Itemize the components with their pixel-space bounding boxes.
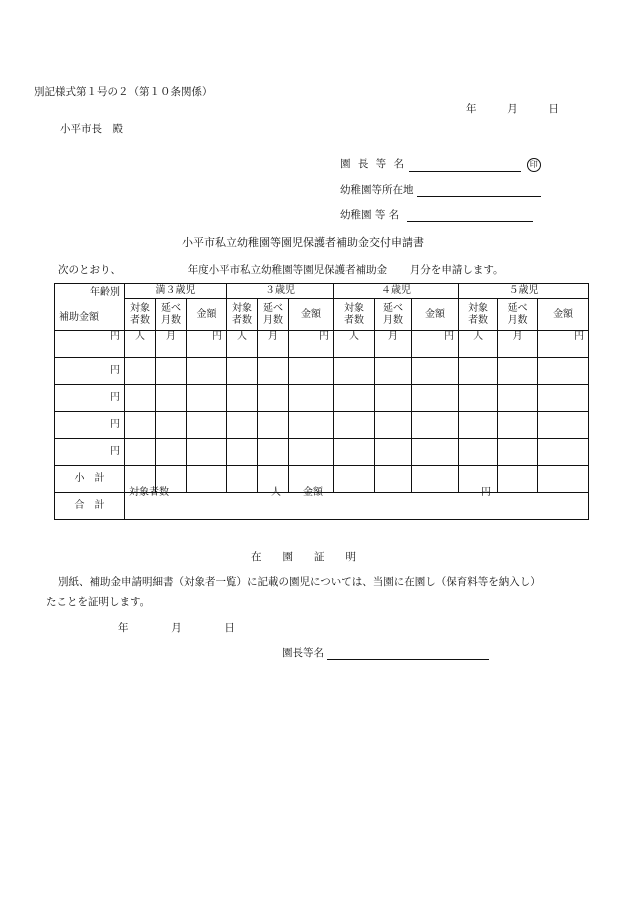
months-header: 延べ 月数 [156,299,187,331]
cert-date-year: 年 [118,622,129,634]
count-header: 対象 者数 [334,299,375,331]
date-day: 日 [548,103,559,115]
row-unit: 円 [55,331,125,358]
amount-header: 金額 [289,299,334,331]
age-group-header: ４歳児 [334,284,459,299]
total-person-unit: 人 [271,487,281,498]
signer-field[interactable] [327,648,489,660]
location-field[interactable] [417,185,541,197]
count-header: 対象 者数 [227,299,258,331]
certificate-body-line2: たことを証明します。 [46,596,151,608]
date-year: 年 [466,103,477,115]
row-unit: 円 [55,385,125,412]
total-count-label: 対象者数 [129,487,169,498]
person-unit[interactable]: 人 [125,331,156,358]
corner-cell [55,284,125,331]
person-unit[interactable]: 人 [227,331,258,358]
months-header: 延べ 月数 [258,299,289,331]
corner-top-label: 年齢別 [90,287,120,298]
subsidy-table [54,283,589,520]
table-row [55,439,589,466]
cert-date-day: 日 [224,622,235,634]
certificate-body-line1: 別紙、補助金申請明細書（対象者一覧）に記載の園児については、当園に在園し（保育料等を納入し） [58,576,541,588]
intro-part3: 月分を申請します。 [409,264,504,276]
head-name-line [340,156,541,172]
table-row [55,412,589,439]
table-row [55,358,589,385]
application-date [466,101,559,116]
kindergarten-name-label: 幼稚園 等 名 [340,209,400,221]
document-title: 小平市私立幼稚園等園児保護者補助金交付申請書 [182,236,424,249]
corner-bottom-label: 補助金額 [59,312,99,323]
head-name-label: 園 長 等 名 [340,158,407,170]
row-unit: 円 [55,358,125,385]
month-unit[interactable]: 月 [258,331,289,358]
certificate-date [118,620,235,635]
form-label: 別記様式第１号の２（第１０条関係） [34,86,213,98]
location-line [340,182,541,197]
kindergarten-name-field[interactable] [407,210,533,222]
month-unit[interactable]: 月 [375,331,412,358]
table-row [55,385,589,412]
date-month: 月 [507,103,518,115]
yen-unit[interactable]: 円 [412,331,459,358]
intro-line [58,262,504,277]
person-unit[interactable]: 人 [334,331,375,358]
age-group-header: ３歳児 [227,284,334,299]
cert-date-month: 月 [171,622,182,634]
signer-label: 園長等名 [282,647,324,659]
months-header: 延べ 月数 [498,299,538,331]
kindergarten-name-line [340,207,533,222]
intro-part1: 次のとおり、 [58,264,121,276]
row-unit: 円 [55,412,125,439]
total-row [55,493,589,520]
amount-header: 金額 [187,299,227,331]
yen-unit[interactable]: 円 [289,331,334,358]
person-unit[interactable]: 人 [459,331,498,358]
amount-header: 金額 [538,299,589,331]
addressee: 小平市長 殿 [60,123,123,135]
intro-part2: 年度小平市私立幼稚園等園児保護者補助金 [187,264,388,276]
total-cell[interactable] [125,487,589,520]
certificate-heading: 在 園 証 明 [251,551,356,563]
yen-unit[interactable]: 円 [187,331,227,358]
table-row [55,331,589,358]
location-label: 幼稚園等所在地 [340,184,414,196]
count-header: 対象 者数 [125,299,156,331]
subtotal-label: 小 計 [55,466,125,493]
head-name-field[interactable] [409,160,521,172]
month-unit[interactable]: 月 [156,331,187,358]
signer-line [282,645,489,660]
row-unit: 円 [55,439,125,466]
count-header: 対象 者数 [459,299,498,331]
yen-unit[interactable]: 円 [538,331,589,358]
amount-header: 金額 [412,299,459,331]
age-group-header: 満３歳児 [125,284,227,299]
month-unit[interactable]: 月 [498,331,538,358]
total-amount-label: 金額 [303,487,323,498]
seal-mark: 印 [527,158,541,172]
total-label: 合 計 [55,493,125,520]
age-group-header: ５歳児 [459,284,589,299]
total-yen-unit: 円 [481,487,491,498]
months-header: 延べ 月数 [375,299,412,331]
